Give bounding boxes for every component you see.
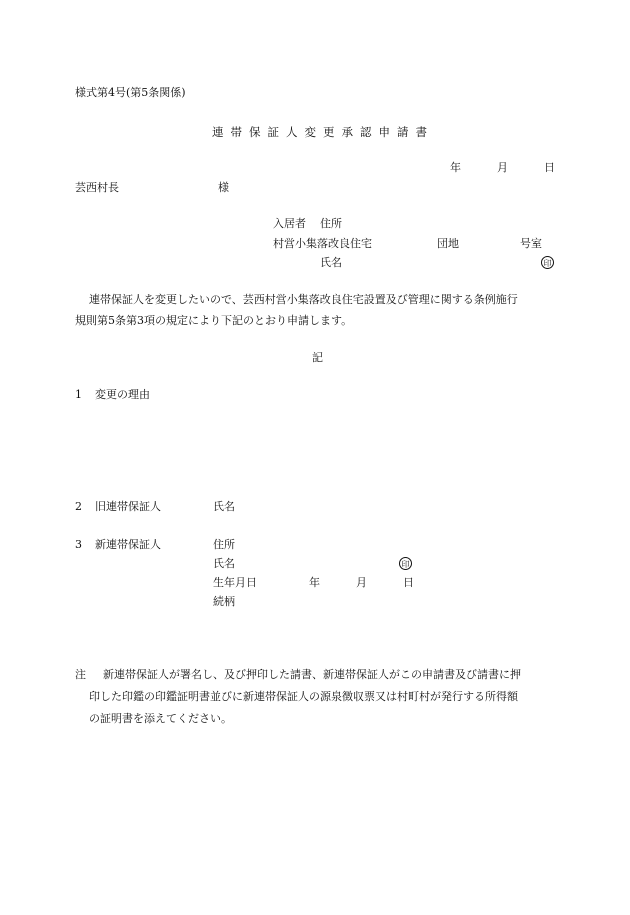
note-line-3: の証明書を添えてください。 — [89, 712, 232, 725]
item-1-number: 1 — [75, 388, 82, 401]
item-3-birthdate-label: 生年月日 — [213, 576, 257, 589]
item-3-number: 3 — [75, 538, 82, 551]
item-2-name-label: 氏名 — [213, 500, 235, 513]
item-3-relationship-label: 続柄 — [213, 595, 235, 608]
applicant-role-label: 入居者 — [273, 217, 306, 230]
document-title: 連帯保証人変更承認申請書 — [212, 125, 434, 139]
item-3-seal-icon: 印 — [399, 557, 412, 570]
addressee-name: 芸西村長 — [75, 181, 119, 194]
body-line-1: 連帯保証人を変更したいので、芸西村営小集落改良住宅設置及び管理に関する条例施行 — [89, 293, 518, 306]
item-3-address-label: 住所 — [213, 538, 235, 551]
ki-heading: 記 — [312, 351, 323, 364]
item-2-number: 2 — [75, 500, 82, 513]
form-number: 様式第4号(第5条関係) — [75, 86, 186, 99]
applicant-address-label: 住所 — [320, 217, 342, 230]
item-1-label: 変更の理由 — [95, 388, 150, 401]
note-line-2: 印した印鑑の印鑑証明書並びに新連帯保証人の源泉徴収票又は村町村が発行する所得額 — [89, 690, 518, 703]
item-2-label: 旧連帯保証人 — [95, 500, 161, 513]
item-3-label: 新連帯保証人 — [95, 538, 161, 551]
applicant-housing-name: 村営小集落改良住宅 — [273, 237, 372, 250]
date-month: 月 — [497, 161, 508, 174]
date-year: 年 — [450, 161, 461, 174]
note-line-1: 新連帯保証人が署名し、及び押印した請書、新連帯保証人がこの申請書及び請書に押 — [103, 668, 521, 681]
applicant-block-label: 団地 — [437, 237, 459, 250]
applicant-room-label: 号室 — [520, 237, 542, 250]
item-3-year: 年 — [309, 576, 320, 589]
item-3-day: 日 — [403, 576, 414, 589]
applicant-name-label: 氏名 — [320, 256, 342, 269]
addressee-honorific: 様 — [218, 181, 229, 194]
body-line-2: 規則第5条第3項の規定により下記のとおり申請します。 — [75, 314, 353, 327]
note-mark: 注 — [75, 668, 86, 681]
date-day: 日 — [544, 161, 555, 174]
item-3-month: 月 — [356, 576, 367, 589]
item-3-name-label: 氏名 — [213, 557, 235, 570]
applicant-seal-icon: 印 — [541, 256, 554, 269]
